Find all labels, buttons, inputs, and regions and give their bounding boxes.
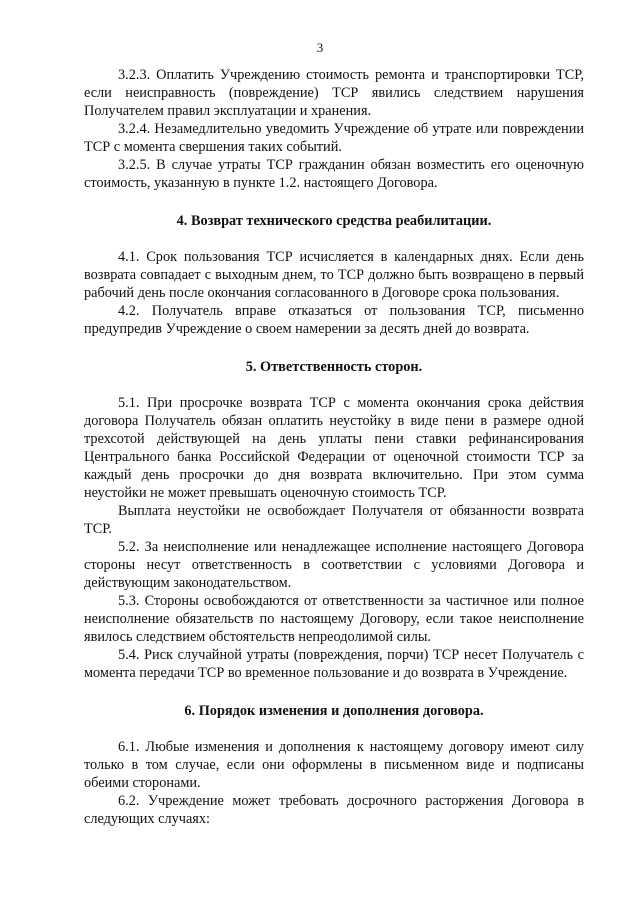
clause-5-4: 5.4. Риск случайной утраты (повреждения, порчи) ТСР несет Получатель с момента передачи ТСР во временное пользование и до возврата в Учреждение. (84, 647, 584, 681)
page-number: 3 (316, 40, 324, 55)
section-6 (84, 738, 584, 828)
clause-5-2: 5.2. За неисполнение или ненадлежащее исполнение настоящего Договора стороны несут ответственность в соответствии с условиями Договора и действующим законодательством. (84, 539, 584, 591)
clause-4-2: 4.2. Получатель вправе отказаться от пользования ТСР, письменно предупредив Учреждение о своем намерении за десять дней до возврата. (84, 303, 584, 337)
section-4 (84, 248, 584, 338)
clause-3-2-5: 3.2.5. В случае утраты ТСР гражданин обязан возместить его оценочную стоимость, указанную в пункте 1.2. настоящего Договора. (84, 157, 584, 191)
section-4-heading: 4. Возврат технического средства реабилитации. (176, 213, 492, 229)
clause-3-2-4: 3.2.4. Незамедлительно уведомить Учреждение об утрате или повреждении ТСР с момента свершения таких событий. (84, 121, 584, 155)
clause-6-1: 6.1. Любые изменения и дополнения к настоящему договору имеют силу только в том случае, если они оформлены в письменном виде и подписаны обеими сторонами. (84, 739, 584, 791)
clause-5-3: 5.3. Стороны освобождаются от ответственности за частичное или полное неисполнение обязательств по настоящему Договору, если такое неисполнение явилось следствием обстоятельств непреодолимой силы. (84, 593, 584, 645)
document-body (84, 66, 584, 828)
section-5 (84, 394, 584, 682)
clause-6-2: 6.2. Учреждение может требовать досрочного расторжения Договора в следующих случаях: (84, 793, 584, 827)
clause-5-1-note: Выплата неустойки не освобождает Получателя от обязанности возврата ТСР. (84, 503, 584, 537)
clause-3-2-3: 3.2.3. Оплатить Учреждению стоимость ремонта и транспортировки ТСР, если неисправность (повреждение) ТСР явились следствием нарушения Получателем правил эксплуатации и хранения. (84, 67, 584, 119)
section-3-continuation (84, 66, 584, 192)
clause-5-1: 5.1. При просрочке возврата ТСР с момента окончания срока действия договора Получатель обязан оплатить неустойку в виде пени в размере одной трехсотой действующей на день уплаты пени ставки рефинансирования Центрального банка Российской Федерации от оценочной стоимости ТСР за каждый день просрочки до дня возврата включительно. При этом сумма неустойки не может превышать оценочную стоимость ТСР. (84, 395, 584, 501)
section-5-heading: 5. Ответственность сторон. (245, 359, 423, 375)
section-6-heading: 6. Порядок изменения и дополнения договора. (184, 703, 484, 719)
clause-4-1: 4.1. Срок пользования ТСР исчисляется в календарных днях. Если день возврата совпадает с выходным днем, то ТСР должно быть возвращено в первый рабочий день после окончания согласованного в Договоре срока пользования. (84, 249, 584, 301)
